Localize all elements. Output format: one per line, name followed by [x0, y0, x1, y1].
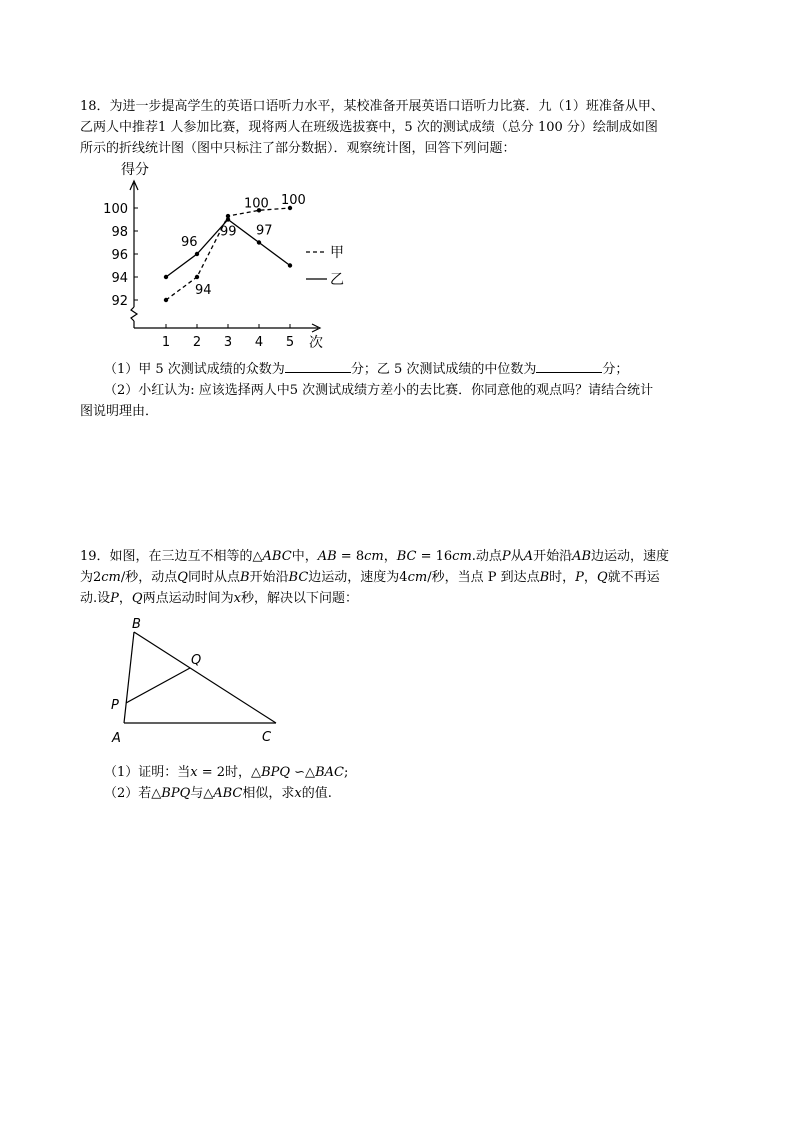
t: x — [190, 765, 198, 780]
t: 中， — [291, 549, 318, 564]
y-tick-label: 98 — [111, 225, 128, 240]
q18-sub1-text-c: 分； — [602, 362, 629, 377]
x-tick-label: 2 — [192, 335, 202, 350]
data-label: 100 — [281, 193, 306, 208]
t: 与△ — [190, 786, 214, 801]
data-label: 99 — [220, 224, 237, 240]
legend-label-yi: 乙 — [330, 272, 344, 288]
t: 就不再运 — [607, 570, 660, 585]
q19-sub2 — [104, 783, 744, 804]
legend-label-jia: 甲 — [330, 245, 344, 261]
y-tick-label: 96 — [111, 248, 128, 263]
label-b: B — [132, 617, 141, 632]
t: .动点 — [471, 549, 502, 564]
t: B — [539, 570, 550, 585]
q18-intro-line3: 所示的折线统计图（图中只标注了部分数据）．观察统计图，回答下列问题： — [80, 141, 516, 156]
q18-intro-line1: 18．为进一步提高学生的英语口语听力水平，某校准备开展英语口语听力比赛．九（1）班准备从甲、 — [80, 99, 664, 114]
data-label: 100 — [244, 196, 269, 212]
segment-ba — [124, 632, 134, 723]
t: BC — [396, 549, 417, 564]
t: BPQ — [261, 765, 291, 780]
t: = 8 — [336, 549, 365, 564]
q18-sub2-line1: （2）小红认为: 应该选择两人中5 次测试成绩方差小的去比赛．你同意他的观点吗？请结合统计 — [104, 383, 654, 398]
x-tick-label: 1 — [161, 335, 171, 350]
data-label: 94 — [195, 283, 212, 298]
t: cm — [407, 570, 428, 585]
segment-bc — [134, 632, 276, 723]
t: ， — [118, 591, 132, 606]
t: 边运动，速度为4 — [308, 570, 408, 585]
segment-pq — [126, 668, 190, 703]
y-tick-label: 94 — [111, 271, 128, 286]
t: /秒，当点 P 到达点 — [427, 570, 540, 585]
x-tick-label: 4 — [254, 335, 264, 350]
t: /秒，动点 — [120, 570, 178, 585]
label-p: P — [111, 698, 119, 713]
data-label: 96 — [181, 235, 198, 250]
t: 的值. — [301, 786, 332, 801]
t: 同时从点 — [187, 570, 240, 585]
t: B — [239, 570, 250, 585]
q18-sub2-line2: 图说明理由． — [80, 404, 159, 419]
t: P — [110, 591, 119, 606]
t: x — [233, 591, 241, 606]
x-axis-label: 次 — [309, 335, 323, 351]
t: 19．如图，在三边互不相等的△ — [80, 549, 263, 564]
t: BPQ — [161, 786, 191, 801]
t: x — [294, 786, 302, 801]
y-axis-label: 得分 — [121, 162, 149, 178]
t: ABC — [213, 786, 243, 801]
t: 边运动，速度 — [591, 549, 670, 564]
q18-sub1-text-b: 分；乙 5 次测试成绩的中位数为 — [350, 362, 537, 377]
t: 时， — [549, 570, 576, 585]
t: cm — [101, 570, 121, 585]
t: 相似，求 — [242, 786, 295, 801]
x-tick-label: 5 — [285, 335, 295, 350]
t: （2）若△ — [104, 786, 162, 801]
t: Q — [596, 570, 608, 585]
t: cm — [364, 549, 384, 564]
t: 为2 — [80, 570, 102, 585]
t: BAC — [315, 765, 344, 780]
t: ; — [343, 765, 349, 780]
t: 动.设 — [80, 591, 111, 606]
t: AB — [572, 549, 592, 564]
t: = 2时，△ — [197, 765, 262, 780]
t: Q — [177, 570, 188, 585]
t: 开始沿 — [249, 570, 289, 585]
t: 两点运动时间为 — [142, 591, 234, 606]
t: ∽△ — [290, 765, 316, 780]
t: AB — [317, 549, 337, 564]
t: = 16 — [416, 549, 453, 564]
t: ， — [383, 549, 397, 564]
t: （1）证明：当 — [104, 765, 191, 780]
y-tick-label: 92 — [111, 294, 128, 309]
x-tick-label: 3 — [223, 335, 233, 350]
label-q: Q — [191, 653, 202, 668]
data-label: 97 — [256, 223, 273, 239]
t: 从 — [510, 549, 524, 564]
t: P — [575, 570, 584, 585]
t: Q — [131, 591, 143, 606]
label-c: C — [262, 730, 272, 745]
t: ， — [583, 570, 597, 585]
label-a: A — [112, 731, 121, 746]
y-tick-label: 100 — [103, 202, 128, 217]
t: BC — [288, 570, 309, 585]
q19-sub1 — [104, 762, 744, 783]
q18-sub1-text-a: （1）甲 5 次测试成绩的众数为 — [104, 362, 285, 377]
t: 秒，解决以下问题： — [240, 591, 358, 606]
t: cm — [452, 549, 472, 564]
t: 开始沿 — [533, 549, 573, 564]
t: ABC — [262, 549, 292, 564]
t: A — [523, 549, 534, 564]
q18-intro-line2: 乙两人中推荐1 人参加比赛，现将两人在班级选拔赛中，5 次的测试成绩（总分 100 分）绘制成如图 — [80, 120, 658, 135]
t: P — [501, 549, 511, 564]
